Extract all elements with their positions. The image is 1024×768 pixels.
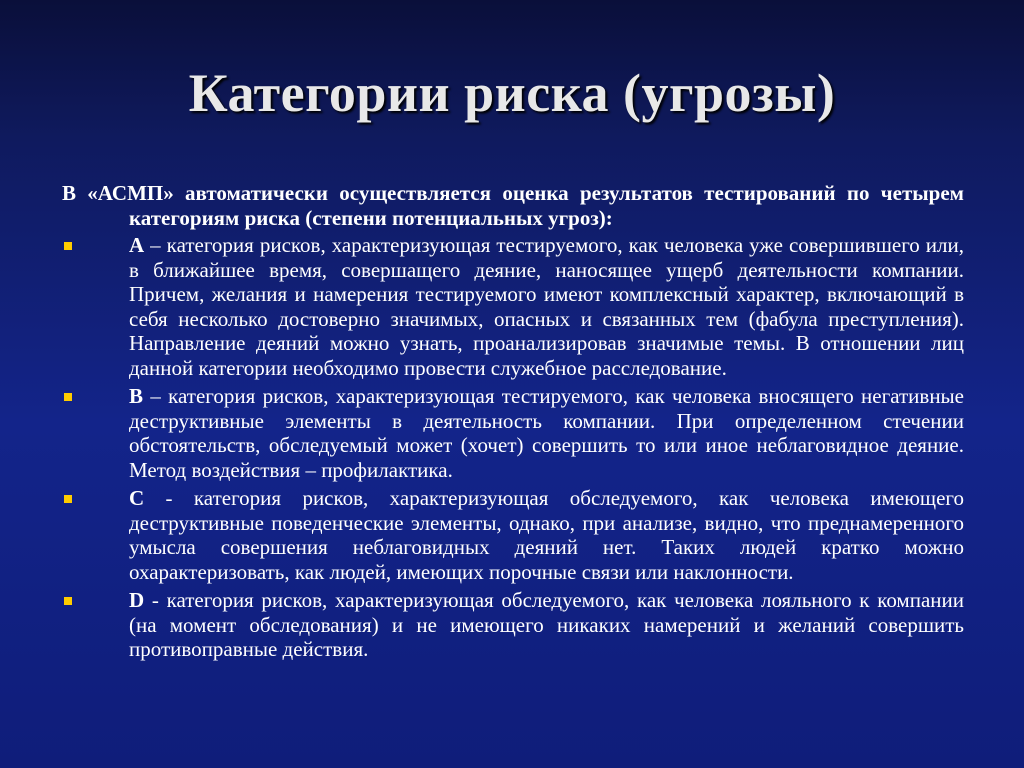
category-letter: С	[129, 486, 145, 510]
category-description: – категория рисков, характеризующая тестируемого, как человека вносящего негативные деструктивные элементы в деятельность компании. При определенном стечении обстоятельств, обследуемый может (хочет) совершить то или иное неблаговидное деяние. Метод воздействия – профилактика.	[129, 384, 964, 482]
risk-category-item-b	[62, 384, 964, 482]
square-bullet-icon	[64, 495, 72, 503]
category-letter: А	[129, 233, 145, 257]
risk-category-item-a	[62, 233, 964, 380]
square-bullet-icon	[64, 393, 72, 401]
slide-content	[62, 181, 964, 666]
square-bullet-icon	[64, 597, 72, 605]
category-description: - категория рисков, характеризующая обследуемого, как человека имеющего деструктивные поведенческие элементы, однако, при анализе, видно, что преднамеренного умысла совершения неблаговидных деяний нет. Таких людей кратко можно охарактеризовать, как людей, имеющих порочные связи или наклонности.	[129, 486, 964, 584]
category-description: – категория рисков, характеризующая тестируемого, как человека уже совершившего или, в ближайшее время, совершащего деяние, наносящее ущерб деятельности компании. Причем, желания и намерения тестируемого имеют комплексный характер, включающий в себя несколько достоверно значимых, опасных и связанных тем (фабула преступления). Направление деяний можно узнать, проанализировав значимые темы. В отношении лиц данной категории необходимо провести служебное расследование.	[129, 233, 964, 380]
intro-paragraph: В «АСМП» автоматически осуществляется оценка результатов тестирований по четырем категориям риска (степени потенциальных угроз):	[62, 181, 964, 230]
square-bullet-icon	[64, 242, 72, 250]
risk-category-item-c	[62, 486, 964, 584]
slide-title: Категории риска (угрозы)	[188, 63, 836, 123]
category-letter: В	[129, 384, 144, 408]
risk-category-item-d	[62, 588, 964, 662]
category-description: - категория рисков, характеризующая обследуемого, как человека лояльного к компании (на момент обследования) и не имеющего никаких намерений и желаний совершить противоправные действия.	[129, 588, 964, 661]
category-letter: D	[129, 588, 145, 612]
